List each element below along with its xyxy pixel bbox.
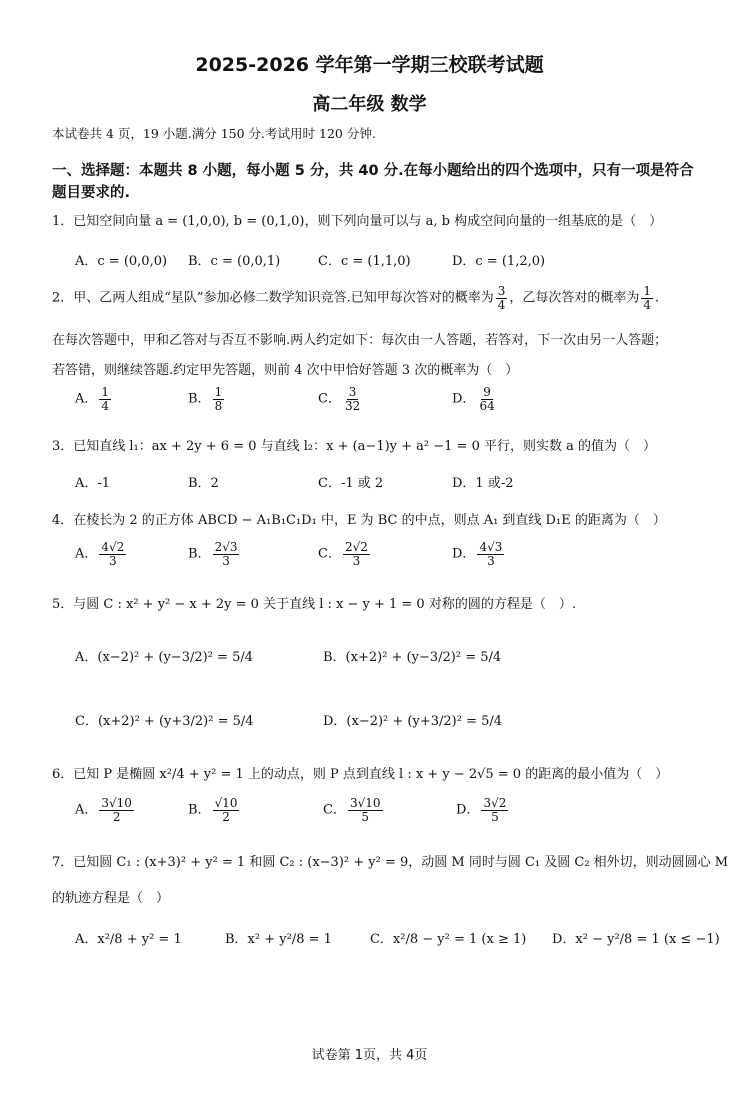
exam-title: 2025-2026 学年第一学期三校联考试题 bbox=[195, 54, 544, 76]
q2-option-a bbox=[75, 386, 113, 412]
q6-option-c-label: C． bbox=[323, 802, 346, 818]
q6-option-c-fraction bbox=[348, 797, 383, 823]
q2-option-a-fraction bbox=[99, 386, 111, 412]
question-2-line1 bbox=[52, 285, 659, 311]
question-6-stem: 6．已知 P 是椭圆 x²/4 + y² = 1 上的动点，则 P 点到直线 l : x + y − 2√5 = 0 的距离的最小值为（ ） bbox=[52, 767, 669, 782]
section-heading-line1: 一、选择题：本题共 8 小题，每小题 5 分，共 40 分.在每小题给出的四个选项中，只有一项是符合 bbox=[52, 163, 694, 179]
page-footer: 试卷第 1页，共 4页 bbox=[311, 1048, 428, 1063]
q2-option-c-num: 3 bbox=[348, 385, 357, 399]
q2-option-b-den: 8 bbox=[214, 398, 223, 413]
q4-option-a-den: 3 bbox=[109, 553, 117, 568]
q1-option-a: A．c = (0,0,0) bbox=[75, 254, 168, 269]
q3-option-d: D．1 或-2 bbox=[452, 476, 514, 491]
q4-option-b-fraction bbox=[213, 541, 240, 567]
q2-line1-part-b: ，乙每次答对的概率为 bbox=[509, 290, 640, 306]
section-heading-line2: 题目要求的. bbox=[52, 185, 131, 201]
q2-option-c bbox=[318, 386, 364, 412]
q2-option-d-den: 64 bbox=[479, 398, 495, 413]
q6-option-b-label: B． bbox=[188, 802, 211, 818]
question-2-line3: 若答错，则继续答题.约定甲先答题，则前 4 次中甲恰好答题 3 次的概率为（ ） bbox=[52, 363, 519, 378]
q4-option-b-label: B． bbox=[188, 546, 211, 562]
q3-option-a: A．-1 bbox=[75, 476, 111, 491]
q6-option-b-num: √10 bbox=[214, 796, 238, 810]
question-1-stem: 1．已知空间向量 a = (1,0,0), b = (0,1,0)，则下列向量可以与 a, b 构成空间向量的一组基底的是（ ） bbox=[52, 214, 663, 229]
q4-option-b-den: 3 bbox=[222, 553, 230, 568]
q2-option-d-num: 9 bbox=[483, 385, 491, 399]
q2-fraction-2-num: 1 bbox=[643, 284, 651, 298]
q4-option-b bbox=[188, 541, 241, 567]
q2-option-d-label: D． bbox=[452, 391, 476, 407]
q4-option-a-fraction bbox=[99, 541, 126, 567]
q2-option-b-fraction bbox=[213, 386, 225, 412]
question-3-stem: 3．已知直线 l₁：ax + 2y + 6 = 0 与直线 l₂：x + (a−1)y + a² −1 = 0 平行，则实数 a 的值为（ ） bbox=[52, 439, 656, 454]
q4-option-a-label: A． bbox=[75, 546, 98, 562]
q6-option-c-num: 3√10 bbox=[349, 796, 381, 810]
q6-option-d-fraction bbox=[481, 797, 508, 823]
exam-note: 本试卷共 4 页，19 小题.满分 150 分.考试用时 120 分钟. bbox=[52, 126, 376, 141]
q3-option-c: C．-1 或 2 bbox=[318, 476, 384, 491]
q2-fraction-2 bbox=[641, 285, 653, 311]
q2-option-c-den: 32 bbox=[344, 398, 361, 413]
question-7-line1: 7．已知圆 C₁ : (x+3)² + y² = 1 和圆 C₂ : (x−3)² + y² = 9，动圆 M 同时与圆 C₁ 及圆 C₂ 相外切，则动圆圆心 M bbox=[52, 855, 729, 870]
q7-option-a: A．x²/8 + y² = 1 bbox=[75, 932, 182, 947]
q2-option-a-num: 1 bbox=[101, 385, 110, 399]
q2-fraction-1-den: 4 bbox=[497, 297, 506, 312]
q3-option-b: B．2 bbox=[188, 476, 219, 491]
q7-option-c: C．x²/8 − y² = 1 (x ≥ 1) bbox=[370, 932, 527, 947]
exam-subtitle: 高二年级 数学 bbox=[312, 94, 427, 115]
q6-option-a-fraction bbox=[99, 797, 134, 823]
question-7-line2: 的轨迹方程是（ ） bbox=[52, 891, 170, 906]
q4-option-d-den: 3 bbox=[487, 553, 495, 568]
q6-option-b-fraction bbox=[213, 797, 240, 823]
q2-option-d bbox=[452, 386, 499, 412]
q7-option-b: B．x² + y²/8 = 1 bbox=[225, 932, 332, 947]
q7-option-d: D．x² − y²/8 = 1 (x ≤ −1) bbox=[552, 932, 720, 947]
q4-option-d-num: 4√3 bbox=[479, 540, 503, 554]
question-4-stem: 4．在棱长为 2 的正方体 ABCD − A₁B₁C₁D₁ 中，E 为 BC 的中点，则点 A₁ 到直线 D₁E 的距离为（ ） bbox=[52, 513, 666, 528]
q4-option-d-label: D． bbox=[452, 546, 476, 562]
q4-option-a bbox=[75, 541, 128, 567]
q6-option-d-num: 3√2 bbox=[483, 796, 507, 810]
q1-option-d: D．c = (1,2,0) bbox=[452, 254, 546, 269]
q4-option-c-num: 2√2 bbox=[344, 540, 368, 554]
q2-option-a-label: A． bbox=[75, 391, 98, 407]
q2-option-c-fraction bbox=[343, 386, 362, 412]
q4-option-d-fraction bbox=[477, 541, 504, 567]
q6-option-d-label: D． bbox=[456, 802, 480, 818]
q2-option-a-den: 4 bbox=[101, 398, 110, 413]
q6-option-a-label: A． bbox=[75, 802, 98, 818]
q5-option-d: D．(x−2)² + (y+3/2)² = 5/4 bbox=[323, 714, 503, 729]
q6-option-c bbox=[323, 797, 385, 823]
q6-option-b bbox=[188, 797, 241, 823]
q6-option-d-den: 5 bbox=[491, 809, 499, 824]
q4-option-d bbox=[452, 541, 506, 567]
q4-option-c-fraction bbox=[343, 541, 370, 567]
q2-option-b-label: B． bbox=[188, 391, 211, 407]
q2-option-b-num: 1 bbox=[214, 385, 223, 399]
q2-option-b bbox=[188, 386, 226, 412]
q2-fraction-2-den: 4 bbox=[643, 297, 651, 312]
q6-option-c-den: 5 bbox=[361, 809, 370, 824]
q2-option-d-fraction bbox=[477, 386, 496, 412]
q2-line1-part-c: . bbox=[655, 290, 660, 306]
q1-option-c: C．c = (1,1,0) bbox=[318, 254, 411, 269]
q6-option-b-den: 2 bbox=[222, 809, 230, 824]
q2-fraction-1 bbox=[496, 285, 508, 311]
q2-line1-part-a: 2．甲、乙两人组成“星队”参加必修二数学知识竞答.已知甲每次答对的概率为 bbox=[52, 290, 494, 306]
q5-option-c: C．(x+2)² + (y+3/2)² = 5/4 bbox=[75, 714, 254, 729]
q4-option-c bbox=[318, 541, 372, 567]
q2-option-c-label: C． bbox=[318, 391, 341, 407]
question-2-line2: 在每次答题中，甲和乙答对与否互不影响.两人约定如下：每次由一人答题，若答对，下一次由另一人答题； bbox=[52, 333, 668, 348]
q6-option-a-den: 2 bbox=[112, 809, 121, 824]
question-5-stem: 5．与圆 C : x² + y² − x + 2y = 0 关于直线 l : x − y + 1 = 0 对称的圆的方程是（ ）. bbox=[52, 597, 576, 612]
q5-option-b: B．(x+2)² + (y−3/2)² = 5/4 bbox=[323, 650, 502, 665]
q2-fraction-1-num: 3 bbox=[497, 284, 506, 298]
q6-option-d bbox=[456, 797, 510, 823]
q4-option-c-den: 3 bbox=[352, 553, 361, 568]
q6-option-a bbox=[75, 797, 136, 823]
q4-option-b-num: 2√3 bbox=[214, 540, 238, 554]
q1-option-b: B．c = (0,0,1) bbox=[188, 254, 281, 269]
q4-option-a-num: 4√2 bbox=[101, 540, 125, 554]
q5-option-a: A．(x−2)² + (y−3/2)² = 5/4 bbox=[75, 650, 253, 665]
q6-option-a-num: 3√10 bbox=[101, 796, 132, 810]
q4-option-c-label: C． bbox=[318, 546, 341, 562]
